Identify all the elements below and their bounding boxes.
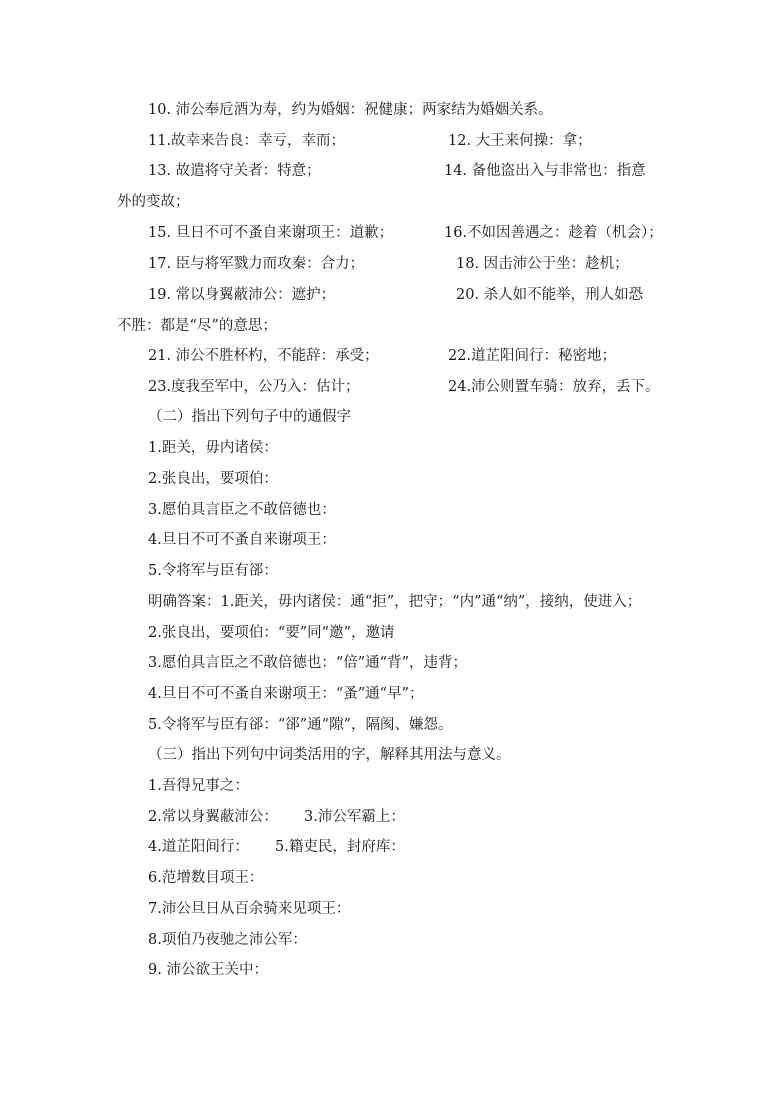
explanation-item-23: 23.度我至军中，公乃入：估计； xyxy=(148,379,360,395)
explanation-item-12: 12. 大王来何操：拿； xyxy=(448,133,592,149)
explanation-item-18: 18. 因击沛公于坐：趁机； xyxy=(456,256,629,272)
loanword-answer-1: 明确答案：1.距关，毋内诸侯：通“拒”，把守；“内”通“纳”，接纳，使进入； xyxy=(148,594,642,610)
wordclass-question-2: 2.常以身翼蔽沛公： xyxy=(148,809,278,825)
explanation-item-20-continued: 不胜：都是“尽”的意思； xyxy=(117,318,277,334)
wordclass-question-8: 8.项伯乃夜驰之沛公军： xyxy=(148,932,307,948)
loanword-question-1: 1.距关，毋内诸侯： xyxy=(148,440,278,456)
explanation-item-21: 21. 沛公不胜杯杓，不能辞：承受； xyxy=(148,348,379,364)
explanation-item-22: 22.道芷阳间行：秘密地； xyxy=(448,348,617,364)
loanword-question-3: 3.愿伯具言臣之不敢倍德也： xyxy=(148,502,336,518)
loanword-question-2: 2.张良出，要项伯： xyxy=(148,471,278,487)
wordclass-question-3: 3.沛公军霸上： xyxy=(304,809,405,825)
explanation-item-11: 11.故幸来告良：幸亏，幸而； xyxy=(148,133,346,149)
loanword-question-4: 4.旦日不可不蚤自来谢项王： xyxy=(148,532,336,548)
wordclass-question-5: 5.籍吏民，封府库： xyxy=(275,839,405,855)
wordclass-question-9: 9. 沛公欲王关中： xyxy=(148,962,268,978)
explanation-item-16: 16.不如因善遇之：趁着（机会）； xyxy=(444,225,663,241)
wordclass-question-7: 7.沛公旦日从百余骑来见项王： xyxy=(148,901,351,917)
loanword-answer-4: 4.旦日不可不蚤自来谢项王：“蚤”通“早”； xyxy=(148,686,424,702)
wordclass-question-1: 1.吾得兄事之： xyxy=(148,778,249,794)
explanation-item-14: 14. 备他盗出入与非常也：指意 xyxy=(444,163,646,179)
wordclass-question-6: 6.范增数目项王： xyxy=(148,870,264,886)
explanation-item-15: 15. 旦日不可不蚤自来谢项王：道歉； xyxy=(148,225,394,241)
loanword-answer-3: 3.愿伯具言臣之不敢倍德也：“倍”通“背”，违背； xyxy=(148,655,467,671)
explanation-item-17: 17. 臣与将军戮力而攻秦：合力； xyxy=(148,256,365,272)
loanword-answer-5: 5.令将军与臣有郤：“郤”通“隙”，隔阂、嫌怨。 xyxy=(148,717,453,733)
section-heading-3: （三）指出下列句中词类活用的字，解释其用法与意义。 xyxy=(148,747,511,763)
explanation-item-14-continued: 外的变故； xyxy=(117,194,190,210)
loanword-question-5: 5.令将军与臣有郤： xyxy=(148,563,278,579)
explanation-item-20: 20. 杀人如不能举，刑人如恐 xyxy=(456,287,644,303)
loanword-answer-2: 2.张良出，要项伯：“要”同“邀”，邀请 xyxy=(148,625,395,641)
explanation-item-10: 10. 沛公奉卮酒为寿，约为婚姻：祝健康；两家结为婚姻关系。 xyxy=(148,102,553,118)
wordclass-question-4: 4.道芷阳间行： xyxy=(148,839,249,855)
section-heading-2: （二）指出下列句子中的通假字 xyxy=(148,409,351,425)
explanation-item-19: 19. 常以身翼蔽沛公：遮护； xyxy=(148,287,336,303)
explanation-item-13: 13. 故遣将守关者：特意； xyxy=(148,163,321,179)
explanation-item-24: 24.沛公则置车骑：放弃，丢下。 xyxy=(448,379,660,395)
